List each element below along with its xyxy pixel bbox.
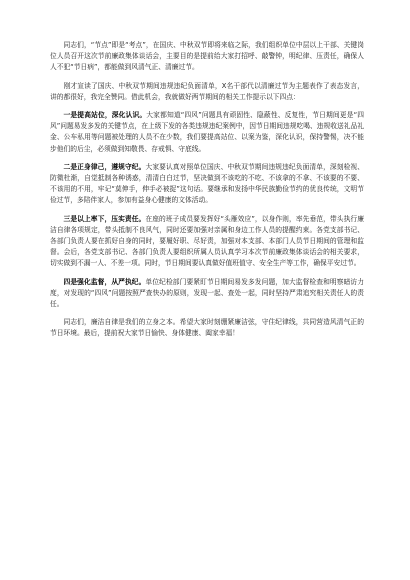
paragraph-intro bbox=[50, 81, 364, 103]
paragraph-point-one bbox=[50, 110, 364, 155]
paragraph-opening bbox=[50, 40, 364, 74]
paragraph-text: 大家要认真对照单位国庆、中秋双节期间违规违纪负面清单，深刻检视、防微杜渐，自觉抵制各种诱惑，清清白白过节，坚决做到不该吃的不吃、不该拿的不拿、不该要的不要、不该用的不用，牢记“莫伸手，伸手必被捉”这句话。要继承和发扬中华民族勤俭节约的优良传统，文明节俭过节，多陪伴家人，参加有益身心健康的文体活动。 bbox=[50, 162, 364, 205]
paragraph-text: 同志们，廉洁自律是我们的立身之本。希望大家时刻绷紧廉洁弦，守住纪律线，共同营造风清气正的节日环境。最后，提前祝大家节日愉快、身体健康、阖家幸福！ bbox=[50, 318, 364, 338]
paragraph-text: 刚才宣读了国庆、中秋双节期间违规违纪负面清单，X名干部代以清廉过节为主题表作了表态发言，讲的都很好，我完全赞同。借此机会，我就做好两节期间的相关工作提示以下四点： bbox=[50, 81, 364, 101]
paragraph-closing bbox=[50, 317, 364, 339]
paragraph-text: 单位纪检部门要紧盯节日期间易发多发问题，加大监督检查和明察暗访力度，对发现的“四风”问题按照严查快办的原则，发现一起、查处一起，同时坚持严肃追究相关责任人的责任。 bbox=[50, 277, 364, 309]
paragraph-point-four bbox=[50, 277, 364, 311]
paragraph-lead: 四是强化监督，从严执纪。 bbox=[63, 277, 146, 286]
paragraph-lead: 二是正身律己，遵规守纪。 bbox=[63, 162, 146, 171]
paragraph-point-two bbox=[50, 162, 364, 207]
paragraph-point-three bbox=[50, 214, 364, 270]
paragraph-text: 在座的班子成员要发挥好“头雁效应”，以身作则，率先垂范，带头执行廉洁自律各项规定，带头抵制不良风气，同时还要加强对亲属和身边工作人员的提醒约束。各党支部书记、各部门负责人要在抓好自身的同时，要履好职、尽好责，加强对本支部、本部门人员节日期间的管理和监督。会后，各党支部书记、各部门负责人要组织所属人员认真学习本次节前廉政集体谈话会的相关要求，切实做到不漏一人、不差一项。同时，节日期间要认真做好值班值守、安全生产等工作，确保平安过节。 bbox=[50, 214, 364, 268]
paragraph-lead: 一是提高站位，深化认识。 bbox=[63, 111, 147, 120]
paragraph-text: 大家都知道“四风”问题具有顽固性、隐蔽性、反复性，节日期间更是“四风”问题易发多发的关键节点，在上级下发的各类违规违纪案例中，因节日期间违规吃喝、违规收送礼品礼金、公车私用等问题被处理的人员不在少数，我们要提高站位、以案为鉴，深化认识，保持警惕，决不能步他们的后尘，必须做到知敬畏、存戒惧、守底线。 bbox=[50, 111, 365, 153]
paragraph-lead: 三是以上率下，压实责任。 bbox=[63, 214, 146, 223]
paragraph-text: 同志们，“节点”即是“考点”，在国庆、中秋双节即将来临之际，我们组织单位中层以上干部、关键岗位人员召开这次节前廉政集体谈话会，主要目的是提前给大家打招呼、敲警钟，明纪律、压责任，确保人人不犯“节日病”，都能做到风清气正、清廉过节。 bbox=[50, 41, 364, 72]
